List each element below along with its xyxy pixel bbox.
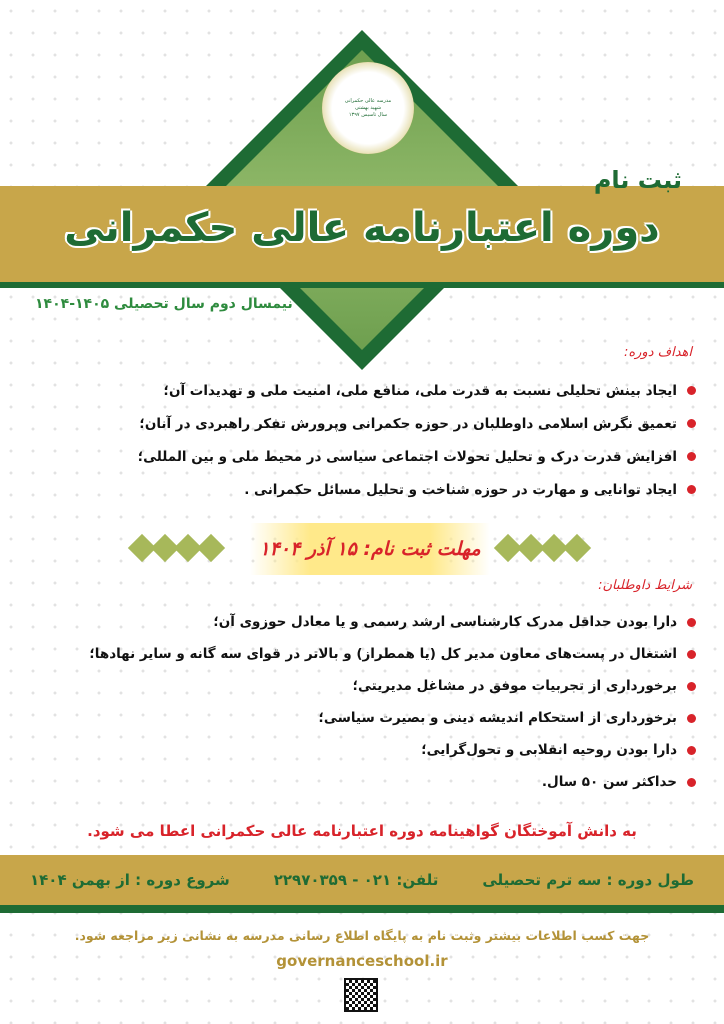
semester-label: نیمسال دوم سال تحصیلی ۱۴۰۵-۱۴۰۴ bbox=[35, 296, 293, 312]
phone: تلفن: ۰۲۱ - ۲۲۹۷۰۳۵۹ bbox=[273, 871, 439, 889]
conditions-heading: شرایط داوطلبان: bbox=[598, 578, 692, 593]
logo-line: سال تاسیس ۱۳۹۷ bbox=[348, 111, 388, 118]
bullet-icon bbox=[687, 778, 696, 787]
footer-text: جهت کسب اطلاعات بیشتر وثبت نام به پایگاه اطلاع رسانی مدرسه به نشانی زیر مراجعه شود. bbox=[74, 928, 650, 943]
list-item bbox=[138, 440, 696, 473]
info-band bbox=[0, 855, 724, 905]
item-text: حداکثر سن ۵۰ سال. bbox=[541, 774, 677, 790]
certificate-notice: به دانش آموختگان گواهینامه دوره اعتبارنامه عالی حکمرانی اعطا می شود. bbox=[87, 822, 637, 840]
bullet-icon bbox=[687, 618, 696, 627]
item-text: ایجاد توانایی و مهارت در حوزه شناخت و تحلیل مسائل حکمرانی . bbox=[244, 481, 677, 498]
bullet-icon bbox=[687, 386, 696, 395]
list-item bbox=[89, 606, 696, 638]
divider bbox=[0, 905, 724, 913]
diamond-chain-right bbox=[498, 538, 587, 558]
diamond-chain-left bbox=[132, 538, 221, 558]
bullet-icon bbox=[687, 650, 696, 659]
duration: طول دوره : سه ترم تحصیلی bbox=[482, 871, 694, 889]
bullet-icon bbox=[687, 485, 696, 494]
school-logo bbox=[322, 62, 414, 154]
list-item bbox=[138, 374, 696, 407]
bullet-icon bbox=[687, 419, 696, 428]
list-item bbox=[89, 670, 696, 702]
item-text: افزایش قدرت درک و تحلیل تحولات اجتماعی سیاسی در محیط ملی و بین المللی؛ bbox=[137, 448, 677, 465]
page-title: دوره اعتبارنامه عالی حکمرانی bbox=[64, 205, 660, 251]
conditions-list bbox=[89, 606, 696, 798]
goals-heading: اهداف دوره: bbox=[623, 345, 692, 360]
item-text: تعمیق نگرش اسلامی داوطلبان در حوزه حکمرانی وپرورش تفکر راهبردی در آنان؛ bbox=[139, 415, 677, 432]
list-item bbox=[138, 407, 696, 440]
list-item bbox=[89, 734, 696, 766]
divider bbox=[0, 282, 724, 288]
logo-line: شهید بهشتی bbox=[354, 104, 382, 111]
bullet-icon bbox=[687, 746, 696, 755]
logo-line: مدرسه عالی حکمرانی bbox=[344, 97, 392, 104]
qr-code-icon bbox=[344, 978, 378, 1012]
list-item bbox=[89, 638, 696, 670]
deadline-banner: مهلت ثبت نام: ۱۵ آذر ۱۴۰۴ bbox=[250, 523, 490, 575]
bullet-icon bbox=[687, 714, 696, 723]
bullet-icon bbox=[687, 682, 696, 691]
item-text: ایجاد بینش تحلیلی نسبت به قدرت ملی، منافع ملی، امنیت ملی و تهدیدات آن؛ bbox=[163, 382, 677, 399]
list-item bbox=[138, 473, 696, 506]
goals-list bbox=[138, 374, 696, 506]
item-text: برخورداری از تجربیات موفق در مشاغل مدیریتی؛ bbox=[352, 678, 677, 694]
item-text: برخورداری از استحکام اندیشه دینی و بصیرت سیاسی؛ bbox=[318, 710, 677, 726]
list-item bbox=[89, 702, 696, 734]
item-text: دارا بودن حداقل مدرک کارشناسی ارشد رسمی و یا معادل حوزوی آن؛ bbox=[213, 614, 677, 630]
start-date: شروع دوره : از بهمن ۱۴۰۴ bbox=[30, 871, 230, 889]
bullet-icon bbox=[687, 452, 696, 461]
register-label: ثبت نام bbox=[593, 166, 682, 194]
list-item bbox=[89, 766, 696, 798]
item-text: دارا بودن روحیه انقلابی و تحول‌گرایی؛ bbox=[421, 742, 677, 758]
item-text: اشتغال در پست‌های معاون مدیر کل (یا همطراز) و بالاتر در قوای سه گانه و سایر نهادها؛ bbox=[89, 646, 677, 662]
website-link[interactable]: governanceschool.ir bbox=[276, 952, 448, 970]
